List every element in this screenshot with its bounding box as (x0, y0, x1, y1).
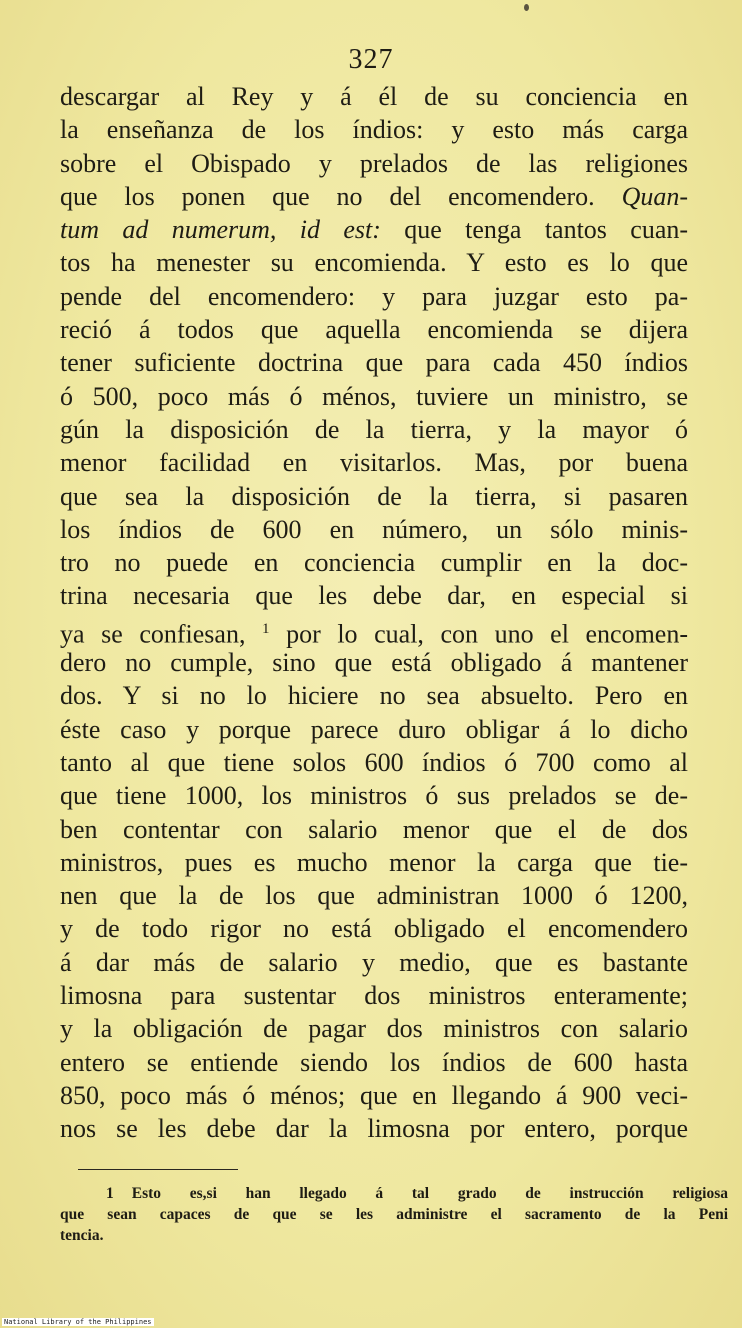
text-line-24: ministros, pues es mucho menor la carga que tie- (60, 847, 688, 877)
text-line-17-end: por lo cual, con uno el encomen- (286, 619, 689, 649)
text-line-20: éste caso y porque parece duro obligar á lo dicho (60, 714, 688, 744)
body-text (60, 80, 688, 1146)
ink-spot (524, 4, 529, 11)
text-line-23: ben contentar con salario menor que el de dos (60, 814, 688, 844)
footnote (60, 1183, 728, 1246)
text-line-14: los índios de 600 en número, un sólo minis- (60, 514, 688, 544)
footnote-divider (78, 1169, 238, 1170)
text-line-18: dero no cumple, sino que está obligado á mantener (60, 648, 688, 678)
page-number: 327 (348, 44, 394, 75)
italic-tum-ad-numerum: tum ad numerum, (60, 215, 277, 245)
footnote-reference[interactable]: 1 (262, 620, 270, 637)
text-line-6: tos ha menester su encomienda. Y esto es lo que (60, 248, 688, 278)
text-line-11: gún la disposición de la tierra, y la mayor ó (60, 414, 688, 444)
text-line-15: tro no puede en conciencia cumplir en la doc- (60, 548, 688, 578)
text-line-19: dos. Y si no lo hiciere no sea absuelto. Pero en (60, 681, 688, 711)
text-line-9: tener suficiente doctrina que para cada 450 índios (60, 348, 688, 378)
text-line-27: á dar más de salario y medio, que es bastante (60, 947, 688, 977)
text-line-3: sobre el Obispado y prelados de las religiones (60, 148, 688, 178)
text-line-32: nos se les debe dar la limosna por entero, porque (60, 1114, 688, 1144)
text-line-10: ó 500, poco más ó ménos, tuviere un ministro, se (60, 381, 688, 411)
text-line-17-start: ya se confiesan, (60, 619, 263, 649)
text-line-31: 850, poco más ó ménos; que en llegando á 900 veci- (60, 1080, 688, 1110)
text-line-5 (60, 213, 688, 246)
text-line-16: trina necesaria que les debe dar, en especial si (60, 581, 688, 611)
footnote-line-1 (60, 1183, 728, 1204)
text-line-1: descargar al Rey y á él de su conciencia en (60, 82, 688, 111)
text-line-22: que tiene 1000, los ministros ó sus prelados se de- (60, 781, 688, 811)
text-line-25: nen que la de los que administran 1000 ó 1200, (60, 881, 688, 911)
footnote-line-3: tencia. (60, 1227, 104, 1244)
library-credit: National Library of the Philippines (4, 1318, 152, 1326)
footnote-line-1-text: Esto es,si han llegado á tal grado de instrucción religiosa (131, 1185, 728, 1202)
text-line-7: pende del encomendero: y para juzgar esto pa- (60, 281, 688, 311)
text-line-21: tanto al que tiene solos 600 índios ó 700 como al (60, 747, 688, 777)
text-line-13: que sea la disposición de la tierra, si pasaren (60, 481, 688, 511)
text-line-30: entero se entiende siendo los índios de 600 hasta (60, 1047, 688, 1077)
italic-id-est: id est: (299, 215, 381, 245)
text-line-26: y de todo rigor no está obligado el encomendero (60, 914, 688, 944)
text-line-4-roman: que los ponen que no del encomendero. (60, 181, 622, 211)
text-line-12: menor facilidad en visitarlos. Mas, por buena (60, 448, 688, 478)
text-line-5-roman: que tenga tantos cuan- (404, 215, 689, 245)
italic-quan: Quan- (621, 181, 688, 211)
text-line-29: y la obligación de pagar dos ministros con salario (60, 1014, 688, 1044)
footnote-marker: 1 (106, 1185, 114, 1202)
footnote-line-2: que sean capaces de que se les administre el sacramento de la Peni (60, 1206, 728, 1223)
text-line-4 (60, 180, 688, 213)
text-line-17 (60, 613, 689, 649)
text-line-2: la enseñanza de los índios: y esto más carga (60, 115, 688, 145)
text-line-28: limosna para sustentar dos ministros enteramente; (60, 981, 688, 1011)
text-line-8: reció á todos que aquella encomienda se dijera (60, 315, 688, 345)
